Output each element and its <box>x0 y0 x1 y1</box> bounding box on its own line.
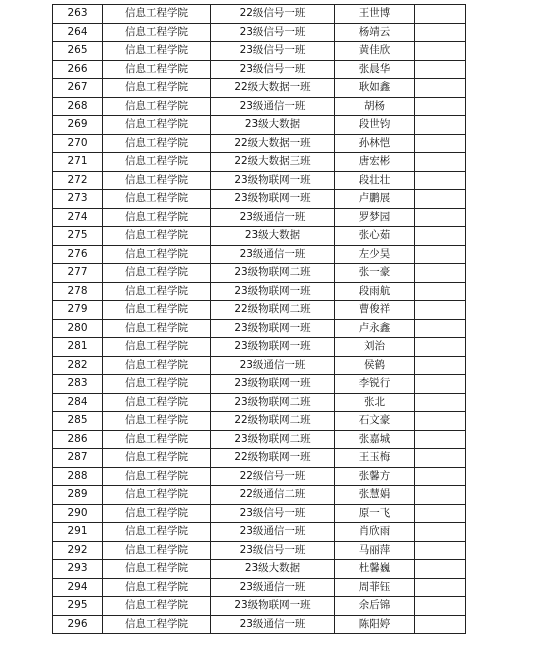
empty-cell <box>415 153 466 172</box>
empty-cell <box>415 467 466 486</box>
class-cell: 23级物联网一班 <box>211 375 335 394</box>
name-cell: 杜馨巍 <box>335 560 415 579</box>
empty-cell <box>415 245 466 264</box>
class-cell: 23级通信一班 <box>211 245 335 264</box>
empty-cell <box>415 97 466 116</box>
table-row <box>53 412 466 431</box>
table-row <box>53 449 466 468</box>
name-cell: 陈阳婷 <box>335 615 415 634</box>
college-cell: 信息工程学院 <box>103 504 211 523</box>
table-row <box>53 153 466 172</box>
class-cell: 23级大数据 <box>211 560 335 579</box>
table-row <box>53 301 466 320</box>
row-number: 273 <box>53 190 103 209</box>
name-cell: 张嘉城 <box>335 430 415 449</box>
row-number: 271 <box>53 153 103 172</box>
college-cell: 信息工程学院 <box>103 541 211 560</box>
row-number: 269 <box>53 116 103 135</box>
college-cell: 信息工程学院 <box>103 116 211 135</box>
empty-cell <box>415 486 466 505</box>
table-row <box>53 171 466 190</box>
college-cell: 信息工程学院 <box>103 430 211 449</box>
class-cell: 22级信号一班 <box>211 5 335 24</box>
class-cell: 23级通信一班 <box>211 615 335 634</box>
row-number: 272 <box>53 171 103 190</box>
name-cell: 原一飞 <box>335 504 415 523</box>
name-cell: 王世博 <box>335 5 415 24</box>
table-row <box>53 79 466 98</box>
college-cell: 信息工程学院 <box>103 393 211 412</box>
row-number: 267 <box>53 79 103 98</box>
row-number: 295 <box>53 597 103 616</box>
row-number: 286 <box>53 430 103 449</box>
row-number: 279 <box>53 301 103 320</box>
row-number: 281 <box>53 338 103 357</box>
table-row <box>53 578 466 597</box>
class-cell: 23级物联网二班 <box>211 430 335 449</box>
name-cell: 张一豪 <box>335 264 415 283</box>
name-cell: 马丽萍 <box>335 541 415 560</box>
name-cell: 张慧娟 <box>335 486 415 505</box>
empty-cell <box>415 338 466 357</box>
name-cell: 张晨华 <box>335 60 415 79</box>
college-cell: 信息工程学院 <box>103 60 211 79</box>
roster-body <box>53 5 466 634</box>
row-number: 284 <box>53 393 103 412</box>
college-cell: 信息工程学院 <box>103 467 211 486</box>
college-cell: 信息工程学院 <box>103 375 211 394</box>
empty-cell <box>415 541 466 560</box>
class-cell: 22级信号一班 <box>211 467 335 486</box>
row-number: 292 <box>53 541 103 560</box>
row-number: 275 <box>53 227 103 246</box>
row-number: 296 <box>53 615 103 634</box>
row-number: 268 <box>53 97 103 116</box>
college-cell: 信息工程学院 <box>103 319 211 338</box>
class-cell: 22级通信二班 <box>211 486 335 505</box>
class-cell: 22级大数据三班 <box>211 153 335 172</box>
table-row <box>53 245 466 264</box>
table-row <box>53 486 466 505</box>
class-cell: 22级大数据一班 <box>211 134 335 153</box>
empty-cell <box>415 578 466 597</box>
college-cell: 信息工程学院 <box>103 42 211 61</box>
college-cell: 信息工程学院 <box>103 97 211 116</box>
empty-cell <box>415 23 466 42</box>
name-cell: 张心茹 <box>335 227 415 246</box>
name-cell: 段壮壮 <box>335 171 415 190</box>
empty-cell <box>415 597 466 616</box>
row-number: 294 <box>53 578 103 597</box>
table-row <box>53 319 466 338</box>
class-cell: 23级物联网一班 <box>211 282 335 301</box>
college-cell: 信息工程学院 <box>103 301 211 320</box>
table-row <box>53 42 466 61</box>
row-number: 266 <box>53 60 103 79</box>
college-cell: 信息工程学院 <box>103 245 211 264</box>
college-cell: 信息工程学院 <box>103 578 211 597</box>
table-row <box>53 338 466 357</box>
table-row <box>53 541 466 560</box>
empty-cell <box>415 301 466 320</box>
empty-cell <box>415 560 466 579</box>
empty-cell <box>415 60 466 79</box>
name-cell: 段世钧 <box>335 116 415 135</box>
table-row <box>53 5 466 24</box>
row-number: 277 <box>53 264 103 283</box>
class-cell: 23级物联网一班 <box>211 190 335 209</box>
class-cell: 23级通信一班 <box>211 578 335 597</box>
table-row <box>53 116 466 135</box>
empty-cell <box>415 264 466 283</box>
name-cell: 刘治 <box>335 338 415 357</box>
table-row <box>53 23 466 42</box>
name-cell: 张馨方 <box>335 467 415 486</box>
table-row <box>53 597 466 616</box>
empty-cell <box>415 504 466 523</box>
college-cell: 信息工程学院 <box>103 190 211 209</box>
name-cell: 肖欣雨 <box>335 523 415 542</box>
college-cell: 信息工程学院 <box>103 264 211 283</box>
row-number: 283 <box>53 375 103 394</box>
name-cell: 卢鹏展 <box>335 190 415 209</box>
table-row <box>53 282 466 301</box>
name-cell: 卢永鑫 <box>335 319 415 338</box>
class-cell: 23级信号一班 <box>211 541 335 560</box>
row-number: 280 <box>53 319 103 338</box>
table-row <box>53 190 466 209</box>
empty-cell <box>415 449 466 468</box>
empty-cell <box>415 430 466 449</box>
row-number: 274 <box>53 208 103 227</box>
name-cell: 周菲钰 <box>335 578 415 597</box>
class-cell: 23级物联网二班 <box>211 393 335 412</box>
class-cell: 22级物联网二班 <box>211 412 335 431</box>
table-row <box>53 356 466 375</box>
empty-cell <box>415 523 466 542</box>
name-cell: 段雨航 <box>335 282 415 301</box>
class-cell: 22级物联网二班 <box>211 301 335 320</box>
row-number: 265 <box>53 42 103 61</box>
row-number: 287 <box>53 449 103 468</box>
table-row <box>53 134 466 153</box>
class-cell: 23级大数据 <box>211 116 335 135</box>
empty-cell <box>415 208 466 227</box>
class-cell: 23级信号一班 <box>211 42 335 61</box>
college-cell: 信息工程学院 <box>103 338 211 357</box>
class-cell: 23级物联网一班 <box>211 319 335 338</box>
empty-cell <box>415 227 466 246</box>
class-cell: 23级物联网二班 <box>211 264 335 283</box>
name-cell: 侯鹤 <box>335 356 415 375</box>
name-cell: 胡杨 <box>335 97 415 116</box>
row-number: 278 <box>53 282 103 301</box>
empty-cell <box>415 42 466 61</box>
empty-cell <box>415 412 466 431</box>
empty-cell <box>415 79 466 98</box>
name-cell: 黄佳欣 <box>335 42 415 61</box>
row-number: 289 <box>53 486 103 505</box>
college-cell: 信息工程学院 <box>103 597 211 616</box>
row-number: 293 <box>53 560 103 579</box>
class-cell: 22级大数据一班 <box>211 79 335 98</box>
class-cell: 23级大数据 <box>211 227 335 246</box>
row-number: 282 <box>53 356 103 375</box>
row-number: 290 <box>53 504 103 523</box>
empty-cell <box>415 319 466 338</box>
table-row <box>53 208 466 227</box>
college-cell: 信息工程学院 <box>103 449 211 468</box>
table-row <box>53 615 466 634</box>
empty-cell <box>415 190 466 209</box>
name-cell: 李锐行 <box>335 375 415 394</box>
table-row <box>53 227 466 246</box>
name-cell: 左少昊 <box>335 245 415 264</box>
table-row <box>53 264 466 283</box>
table-row <box>53 393 466 412</box>
empty-cell <box>415 393 466 412</box>
table-row <box>53 560 466 579</box>
table-row <box>53 60 466 79</box>
name-cell: 王玉梅 <box>335 449 415 468</box>
name-cell: 余后锦 <box>335 597 415 616</box>
empty-cell <box>415 171 466 190</box>
empty-cell <box>415 356 466 375</box>
table-row <box>53 504 466 523</box>
row-number: 270 <box>53 134 103 153</box>
college-cell: 信息工程学院 <box>103 412 211 431</box>
table-row <box>53 97 466 116</box>
name-cell: 石文豪 <box>335 412 415 431</box>
class-cell: 22级物联网一班 <box>211 449 335 468</box>
empty-cell <box>415 134 466 153</box>
table-row <box>53 375 466 394</box>
college-cell: 信息工程学院 <box>103 23 211 42</box>
class-cell: 23级物联网一班 <box>211 597 335 616</box>
college-cell: 信息工程学院 <box>103 282 211 301</box>
name-cell: 曹俊祥 <box>335 301 415 320</box>
college-cell: 信息工程学院 <box>103 134 211 153</box>
row-number: 288 <box>53 467 103 486</box>
class-cell: 23级通信一班 <box>211 208 335 227</box>
empty-cell <box>415 375 466 394</box>
empty-cell <box>415 282 466 301</box>
class-cell: 23级通信一班 <box>211 97 335 116</box>
name-cell: 耿如鑫 <box>335 79 415 98</box>
class-cell: 23级物联网一班 <box>211 171 335 190</box>
class-cell: 23级信号一班 <box>211 60 335 79</box>
empty-cell <box>415 615 466 634</box>
empty-cell <box>415 116 466 135</box>
name-cell: 唐宏彬 <box>335 153 415 172</box>
student-roster-table <box>52 4 466 634</box>
college-cell: 信息工程学院 <box>103 171 211 190</box>
empty-cell <box>415 5 466 24</box>
college-cell: 信息工程学院 <box>103 227 211 246</box>
college-cell: 信息工程学院 <box>103 486 211 505</box>
table-row <box>53 523 466 542</box>
class-cell: 23级通信一班 <box>211 523 335 542</box>
row-number: 263 <box>53 5 103 24</box>
name-cell: 杨靖云 <box>335 23 415 42</box>
class-cell: 23级物联网一班 <box>211 338 335 357</box>
college-cell: 信息工程学院 <box>103 523 211 542</box>
row-number: 291 <box>53 523 103 542</box>
college-cell: 信息工程学院 <box>103 208 211 227</box>
row-number: 285 <box>53 412 103 431</box>
class-cell: 23级信号一班 <box>211 504 335 523</box>
name-cell: 罗梦园 <box>335 208 415 227</box>
class-cell: 23级通信一班 <box>211 356 335 375</box>
college-cell: 信息工程学院 <box>103 79 211 98</box>
college-cell: 信息工程学院 <box>103 356 211 375</box>
name-cell: 张北 <box>335 393 415 412</box>
row-number: 276 <box>53 245 103 264</box>
college-cell: 信息工程学院 <box>103 615 211 634</box>
college-cell: 信息工程学院 <box>103 560 211 579</box>
class-cell: 23级信号一班 <box>211 23 335 42</box>
name-cell: 孙林恺 <box>335 134 415 153</box>
row-number: 264 <box>53 23 103 42</box>
table-row <box>53 430 466 449</box>
college-cell: 信息工程学院 <box>103 153 211 172</box>
college-cell: 信息工程学院 <box>103 5 211 24</box>
table-row <box>53 467 466 486</box>
